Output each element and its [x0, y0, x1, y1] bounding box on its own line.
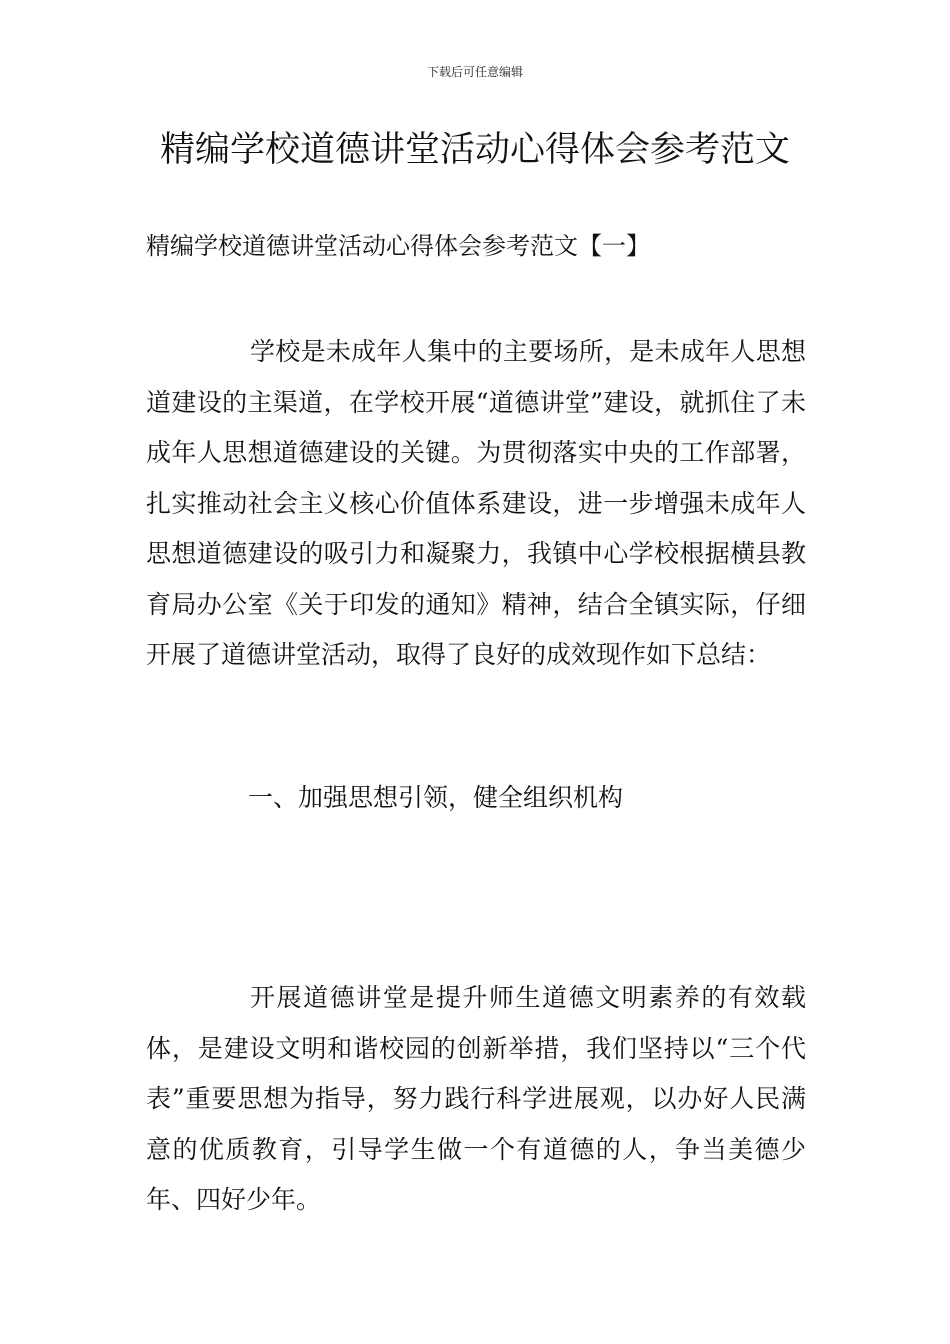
- section-heading: 精编学校道德讲堂活动心得体会参考范文【一】: [146, 232, 650, 260]
- body-paragraph-1: 学校是未成年人集中的主要场所，是未成年人思想道建设的主渠道，在学校开展“道德讲堂”建设，就抓住了未成年人思想道德建设的关键。为贯彻落实中央的工作部署，扎实推动社会主义核心价值体系建设，进一步增强未成年人思想道德建设的吸引力和凝聚力，我镇中心学校根据横县教育局办公室《关于印发的通知》精神，结合全镇实际，仔细开展了道德讲堂活动，取得了良好的成效现作如下总结：: [146, 337, 806, 669]
- header-note: 下载后可任意编辑: [426, 65, 523, 79]
- body-paragraph-2: 开展道德讲堂是提升师生道德文明素养的有效载体，是建设文明和谐校园的创新举措，我们坚持以“三个代表”重要思想为指导，努力践行科学进展观，以办好人民满意的优质教育，引导学生做一个有道德的人，争当美德少年、四好少年。: [146, 983, 806, 1214]
- subheading: 一、加强思想引领，健全组织机构: [248, 783, 624, 812]
- document-title: 精编学校道德讲堂活动心得体会参考范文: [159, 130, 790, 170]
